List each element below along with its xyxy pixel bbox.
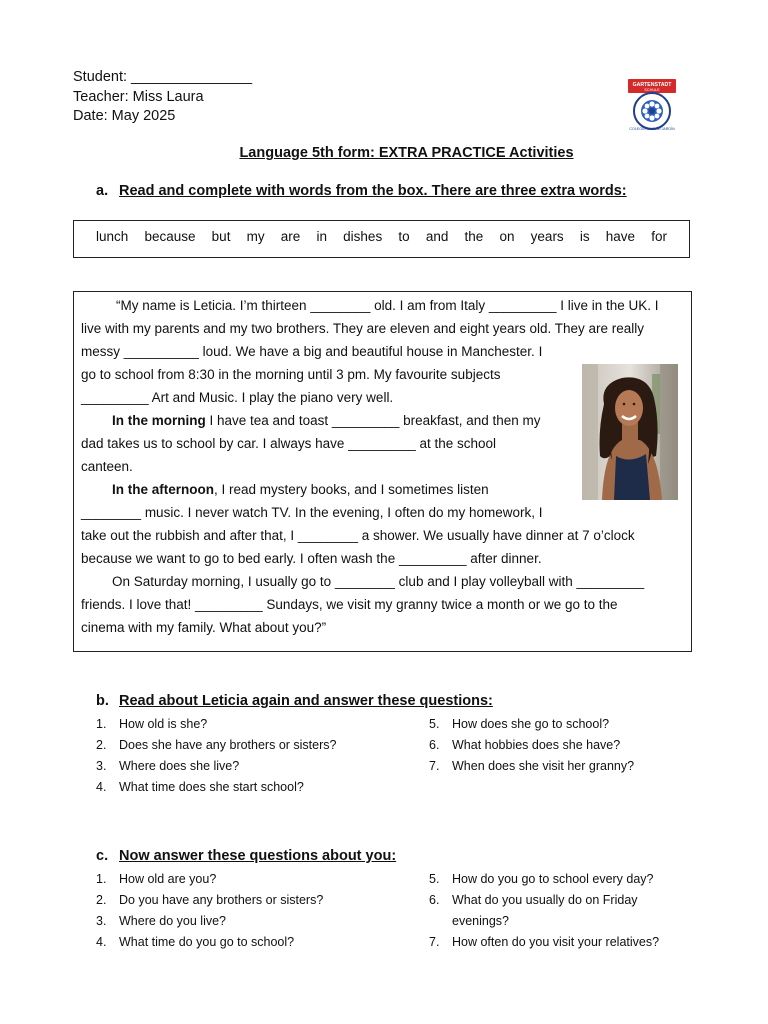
word-item: because — [144, 229, 196, 244]
section-b-text: Read about Leticia again and answer these questions: — [119, 693, 493, 709]
text-line: live with my parents and my two brothers. They are eleven and eight years old. They are really — [81, 321, 645, 336]
word-item: dishes — [343, 229, 383, 244]
section-a-heading — [96, 183, 627, 199]
section-c-questions — [96, 872, 696, 962]
text-line: dad takes us to school by car. I always have _________ at the school — [81, 436, 497, 451]
question-item: 6. What hobbies does she have? — [429, 738, 621, 752]
word-item: have — [605, 229, 636, 244]
question-item: 4. What time do you go to school? — [96, 935, 295, 949]
student-field: Student: _______________ — [73, 69, 253, 85]
question-item: 3. Where do you live? — [96, 914, 227, 928]
section-b-heading — [96, 693, 493, 709]
question-item: 5. How does she go to school? — [429, 717, 610, 731]
section-c-letter: c. — [96, 848, 109, 864]
section-c-heading — [96, 848, 396, 864]
section-a-text: Read and complete with words from the box. There are three extra words: — [119, 183, 627, 199]
text-line: _________ Art and Music. I play the piano very well. — [81, 390, 394, 405]
word-item: to — [398, 229, 410, 244]
question-item: 6. What do you usually do on Friday — [429, 893, 638, 907]
text-bold: In the morning — [112, 413, 206, 428]
leticia-photo — [582, 364, 678, 500]
logo-text-top: GARTENSTADT — [632, 82, 672, 88]
text-line: On Saturday morning, I usually go to ________ club and I play volleyball with _________ — [112, 574, 645, 589]
text-line: “My name is Leticia. I’m thirteen ________ old. I am from Italy _________ I live in the UK. I — [116, 298, 659, 313]
text-line: canteen. — [81, 459, 133, 474]
word-item: years — [530, 229, 564, 244]
text-line: go to school from 8:30 in the morning until 3 pm. My favourite subjects — [81, 367, 501, 382]
word-item: the — [464, 229, 484, 244]
word-item: in — [316, 229, 327, 244]
question-item: 3. Where does she live? — [96, 759, 240, 773]
word-item: is — [579, 229, 590, 244]
page-title: Language 5th form: EXTRA PRACTICE Activities — [239, 145, 574, 161]
question-item: evenings? — [452, 914, 509, 928]
section-b-questions — [96, 717, 696, 807]
text-line: ________ music. I never watch TV. In the evening, I often do my homework, I — [81, 505, 543, 520]
question-item: 5. How do you go to school every day? — [429, 872, 654, 886]
word-item: on — [499, 229, 515, 244]
logo-text-ring: COLEGIO CIUDAD JARDÍN — [629, 127, 675, 131]
section-b-letter: b. — [96, 693, 109, 709]
text-line: cinema with my family. What about you?” — [81, 620, 327, 635]
section-c-text: Now answer these questions about you: — [119, 848, 397, 864]
reading-text-box — [73, 291, 692, 652]
text-line: because we want to go to bed early. I often wash the _________ after dinner. — [81, 551, 542, 566]
word-item: but — [211, 229, 231, 244]
section-a-letter: a. — [96, 183, 109, 199]
text-line: In the afternoon, I read mystery books, and I sometimes listen — [112, 482, 489, 497]
question-item: 1. How old are you? — [96, 872, 217, 886]
school-logo — [627, 78, 677, 132]
text-bold: In the afternoon — [112, 482, 214, 497]
teacher-line: Teacher: Miss Laura — [73, 89, 204, 105]
question-item: 4. What time does she start school? — [96, 780, 304, 794]
word-item: my — [246, 229, 265, 244]
date-line: Date: May 2025 — [73, 108, 176, 124]
word-item: lunch — [96, 229, 129, 244]
text-line: friends. I love that! _________ Sundays, we visit my granny twice a month or we go to the — [81, 597, 618, 612]
question-item: 2. Do you have any brothers or sisters? — [96, 893, 324, 907]
word-item: are — [280, 229, 301, 244]
question-item: 1. How old is she? — [96, 717, 208, 731]
logo-text-sub: SCHULE — [644, 88, 660, 92]
text-line: In the morning I have tea and toast _________ breakfast, and then my — [112, 413, 541, 428]
word-item: for — [651, 229, 667, 244]
question-item: 7. When does she visit her granny? — [429, 759, 635, 773]
word-item: and — [425, 229, 449, 244]
question-item: 7. How often do you visit your relatives? — [429, 935, 660, 949]
text-line: take out the rubbish and after that, I ________ a shower. We usually have dinner at 7 o’clock — [81, 528, 635, 543]
question-item: 2. Does she have any brothers or sisters? — [96, 738, 337, 752]
word-box — [73, 220, 690, 258]
text-line: messy __________ loud. We have a big and beautiful house in Manchester. I — [81, 344, 543, 359]
